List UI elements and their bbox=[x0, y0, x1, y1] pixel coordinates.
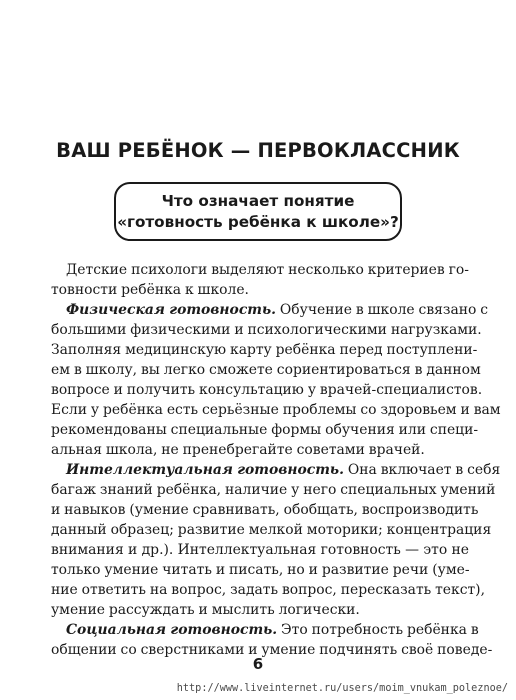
paragraph-2-line-3: Заполняя медицинскую карту ребёнка перед поступлени- bbox=[51, 342, 478, 358]
paragraph-2-line-7: рекомендованы специальные формы обучения или специ- bbox=[51, 422, 479, 438]
paragraph-4-line-1 bbox=[66, 620, 479, 640]
paragraph-3-line-1 bbox=[66, 460, 501, 480]
question-box bbox=[114, 182, 402, 241]
paragraph-3-line-7: ние ответить на вопрос, задать вопрос, пересказать текст), bbox=[51, 582, 486, 598]
page-title: ВАШ РЕБЁНОК — ПЕРВОКЛАССНИК bbox=[56, 139, 460, 162]
paragraph-2-line-8: альная школа, не пренебрегайте советами врачей. bbox=[51, 442, 425, 458]
paragraph-4-lead: Социальная готовность. bbox=[66, 622, 278, 638]
question-line-2: «готовность ребёнка к школе»? bbox=[117, 213, 399, 231]
paragraph-3-line-6: только умение читать и писать, но и развитие речи (уме- bbox=[51, 562, 470, 578]
paragraph-1-line-2: товности ребёнка к школе. bbox=[51, 282, 249, 298]
page-number: 6 bbox=[252, 655, 264, 673]
paragraph-3-lead: Интеллектуальная готовность. bbox=[66, 462, 344, 478]
paragraph-3-line-1-rest: Она включает в себя bbox=[343, 462, 501, 478]
question-line-1: Что означает понятие bbox=[161, 192, 355, 210]
paragraph-3-line-3: и навыков (умение сравнивать, обобщать, воспроизводить bbox=[51, 502, 479, 518]
paragraph-2-lead: Физическая готовность. bbox=[66, 302, 276, 318]
paragraph-2-line-2: большими физическими и психологическими нагрузками. bbox=[51, 322, 482, 338]
paragraph-2-line-4: ем в школу, вы легко сможете сориентироваться в данном bbox=[51, 362, 481, 378]
paragraph-3-line-8: умение рассуждать и мыслить логически. bbox=[51, 602, 360, 618]
paragraph-2-line-5: вопросе и получить консультацию у врачей-специалистов. bbox=[51, 382, 483, 398]
paragraph-2-line-1-rest: Обучение в школе связано с bbox=[275, 302, 489, 318]
paragraph-2-line-1 bbox=[66, 300, 489, 320]
paragraph-3-line-2: багаж знаний ребёнка, наличие у него специальных умений bbox=[51, 482, 496, 498]
paragraph-3-line-5: внимания и др.). Интеллектуальная готовность — это не bbox=[51, 542, 469, 558]
paragraph-2-line-6: Если у ребёнка есть серьёзные проблемы со здоровьем и вам bbox=[51, 402, 501, 418]
paragraph-4-line-1-rest: Это потребность ребёнка в bbox=[277, 622, 479, 638]
paragraph-3-line-4: данный образец; развитие мелкой моторики; концентрация bbox=[51, 522, 492, 538]
paragraph-1-line-1: Детские психологи выделяют несколько критериев го- bbox=[66, 262, 469, 278]
watermark-url: http://www.liveinternet.ru/users/moim_vnukam_poleznoe/ bbox=[176, 683, 508, 694]
paragraph-4-line-2: общении со сверстниками и умение подчинять своё поведе- bbox=[51, 642, 493, 658]
